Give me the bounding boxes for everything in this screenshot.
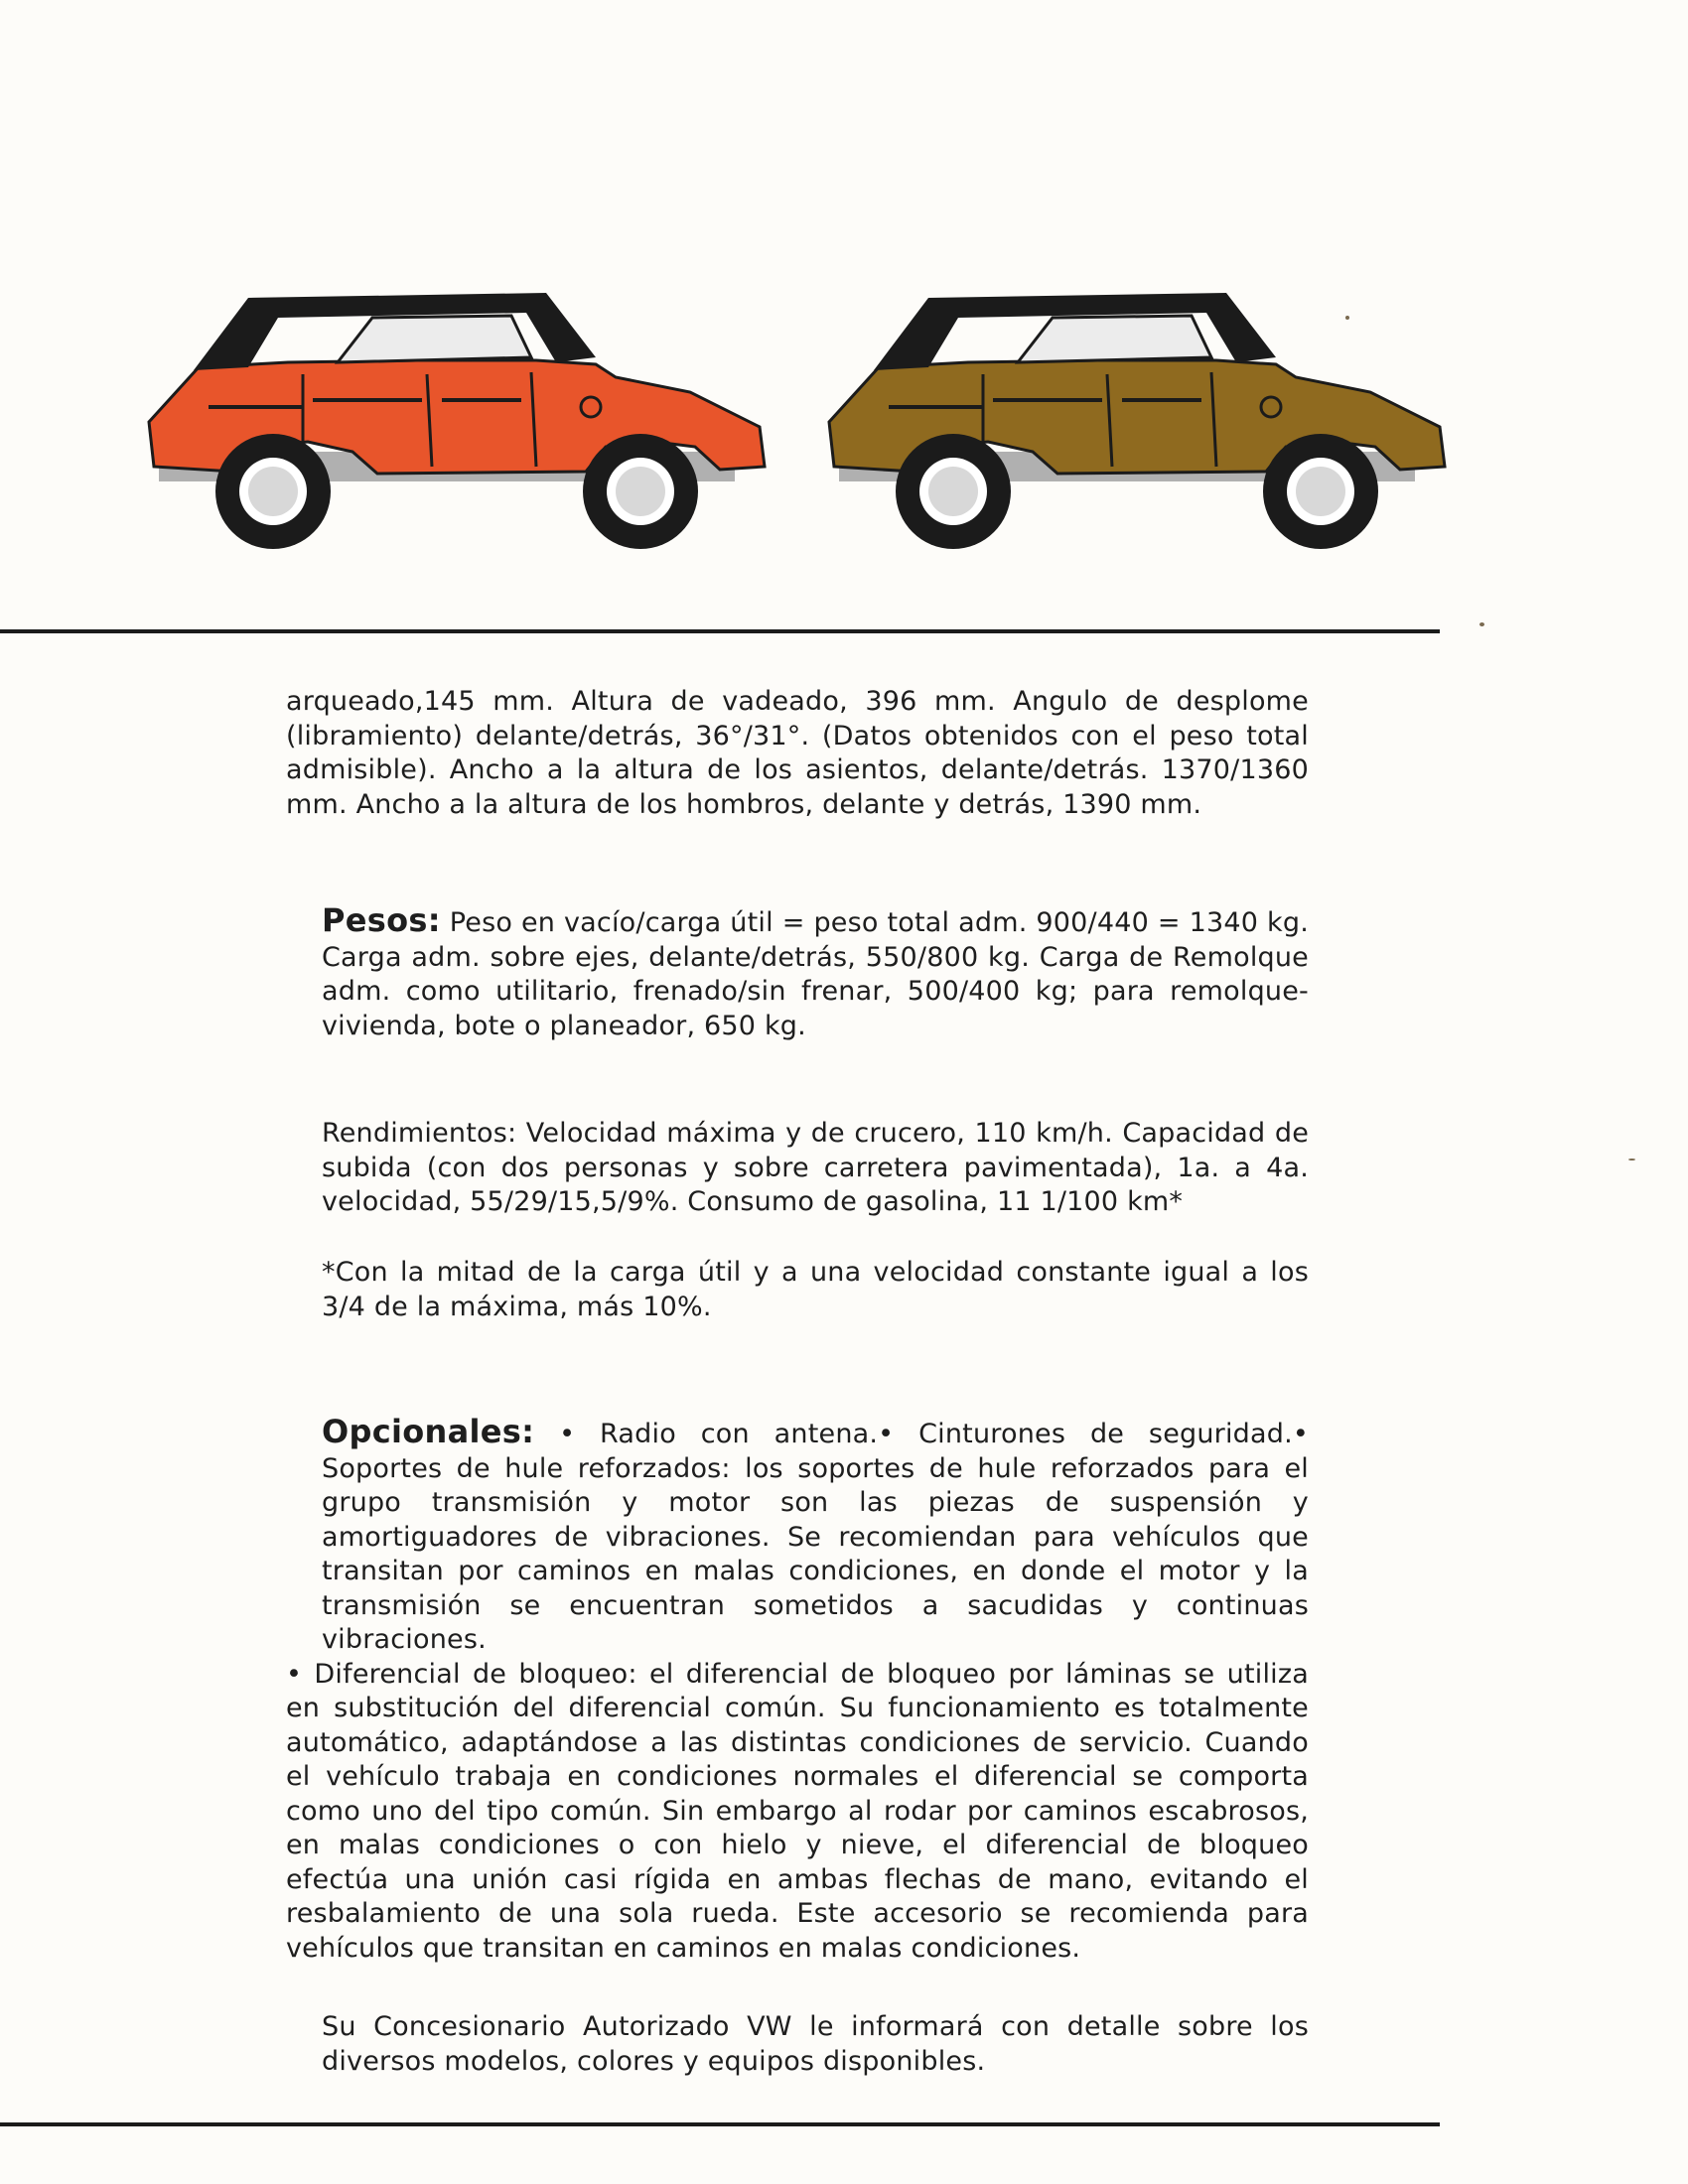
vw-thing-car-orange-icon [139, 283, 774, 556]
weights-heading: Pesos: [322, 901, 441, 939]
dimensions-text: arqueado,145 mm. Altura de vadeado, 396 mm. Angulo de desplome (libramiento) delante/detrás, 36°/31°. (Datos obtenidos con el peso total admisible). Ancho a la altura de los asientos, delante/detrás. 1370/1360 mm. Ancho a la altura de los hombros, delante y detrás, 1390 mm. [286, 686, 1309, 820]
performance-text: Rendimientos: Velocidad máxima y de crucero, 110 km/h. Capacidad de subida (con dos personas y sobre carretera pavimentada), 1a. a 4a. velocidad, 55/29/15,5/9%. Consumo de gasolina, 11 1/100 km* [322, 1118, 1309, 1217]
footnote-text: *Con la mitad de la carga útil y a una velocidad constante igual a los 3/4 de la máxima, más 10%. [322, 1257, 1309, 1322]
options-section [286, 1415, 1309, 1966]
car-illustration-ochre [819, 283, 1455, 556]
footnote-section [286, 1256, 1309, 1324]
weights-paragraph [286, 903, 1309, 1043]
car-illustration-orange [139, 283, 774, 556]
vw-thing-car-ochre-icon [819, 283, 1455, 556]
options-heading: Opcionales: [322, 1413, 535, 1450]
dimensions-paragraph [286, 685, 1309, 822]
performance-section [286, 1117, 1309, 1220]
options-text-2: • Diferencial de bloqueo: el diferencial de bloqueo por láminas se utiliza en substitución del diferencial común. Su funcionamiento es totalmente automático, adaptándose a las distintas condiciones de servicio. Cuando el vehículo trabaja en condiciones normales el diferencial se comporta como uno del tipo común. Sin embargo al rodar por caminos escabrosos, en malas condiciones o con hielo y nieve, el diferencial de bloqueo efectúa una unión casi rígida en ambas flechas de mano, evitando el resbalamiento de una sola rueda. Este accesorio se recomienda para vehículos que transitan en caminos en malas condiciones. [286, 1658, 1309, 1964]
weights-section [286, 903, 1309, 1043]
paper-speck [1479, 622, 1484, 626]
options-text-1: • Radio con antena.• Cinturones de seguridad.• Soportes de hule reforzados: los soportes de hule reforzados para el grupo transmisión y motor son las piezas de suspensión y amortiguadores de vibraciones. Se recomiendan para vehículos que transitan por caminos en malas condiciones, en donde el motor y la transmisión se encuentran sometidos a sacudidas y continuas vibraciones. [322, 1419, 1309, 1655]
paper-speck [1628, 1159, 1635, 1160]
options-paragraph [286, 1415, 1309, 1658]
weights-text: Peso en vacío/carga útil = peso total adm. 900/440 = 1340 kg. Carga adm. sobre ejes, delante/detrás, 550/800 kg. Carga de Remolque adm. como utilitario, frenado/sin frenar, 500/400 kg; para remolque-vivienda, bote o planeador, 650 kg. [322, 907, 1309, 1041]
dealer-note-text: Su Concesionario Autorizado VW le informará con detalle sobre los diversos modelos, colores y equipos disponibles. [322, 2011, 1309, 2077]
paper-speck [1345, 316, 1349, 320]
bottom-divider-rule [0, 2122, 1440, 2126]
top-divider-rule [0, 629, 1440, 633]
dealer-note-section [286, 2010, 1309, 2079]
